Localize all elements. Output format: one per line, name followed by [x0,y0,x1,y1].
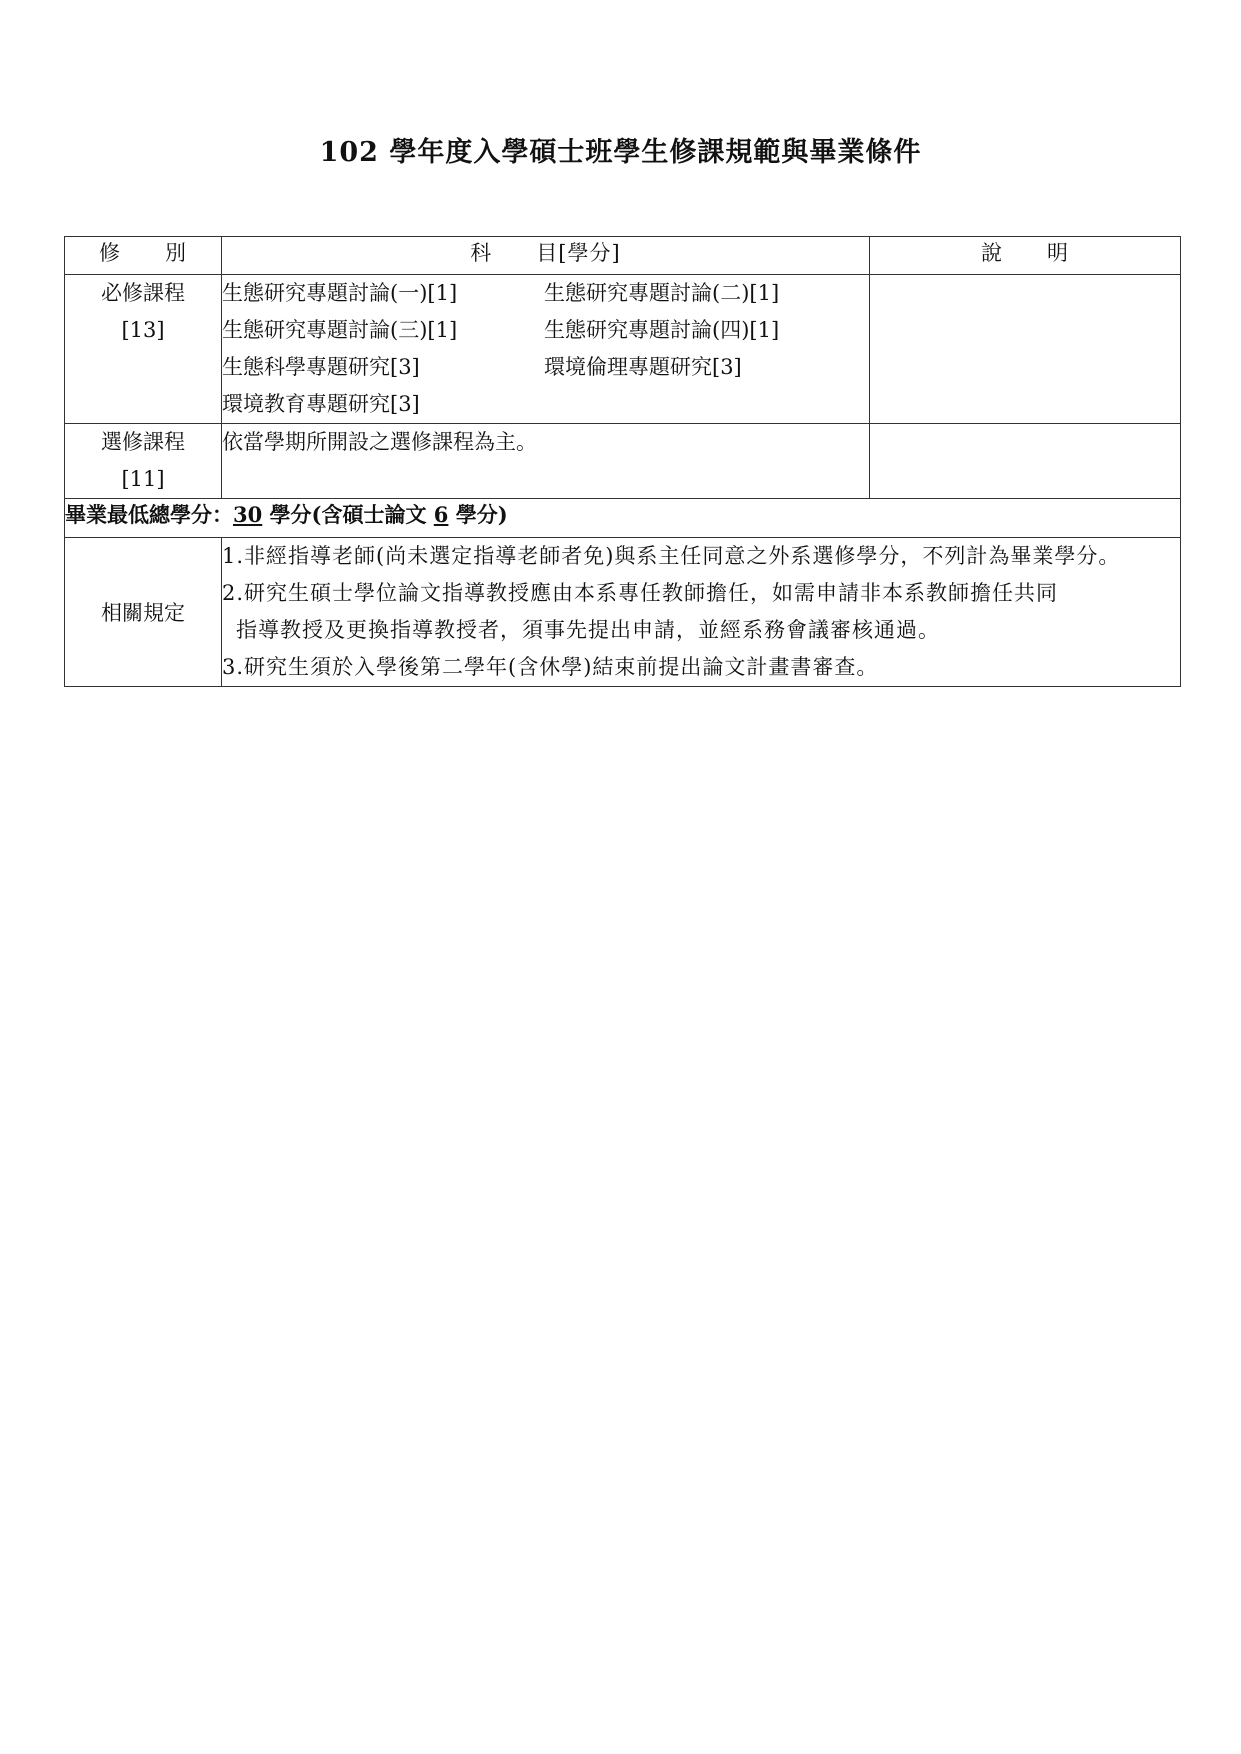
total-credits-row [65,499,1181,538]
required-row [65,275,1181,424]
course-item: 環境倫理專題研究[3] [544,355,742,379]
table-header-row [65,237,1181,275]
header-notes: 說 明 [870,237,1181,275]
regulation-item: 2.研究生碩士學位論文指導教授應由本系專任教師擔任，如需申請非本系教師擔任共同 [222,581,1059,605]
course-item: 生態研究專題討論(四)[1] [544,318,780,342]
required-label: 必修課程 [101,281,185,305]
regulation-item: 指導教授及更換指導教授者，須事先提出申請，並經系務會議審核通過。 [236,618,940,642]
course-item: 生態科學專題研究[3] [222,355,420,379]
required-credits: [13] [121,318,165,342]
required-category-cell [65,275,222,424]
total-credits-cell [65,499,1181,538]
regulations-label: 相關規定 [65,538,222,687]
course-item: 生態研究專題討論(二)[1] [544,281,780,305]
header-category: 修 別 [65,237,222,275]
regulations-cell [222,538,1181,687]
total-credits-value: 30 [233,502,263,527]
regulations-row [65,538,1181,687]
elective-label: 選修課程 [101,430,185,454]
curriculum-table [64,236,1181,687]
regulation-item: 3.研究生須於入學後第二學年(含休學)結束前提出論文計畫書審查。 [222,655,879,679]
elective-category-cell [65,424,222,499]
elective-row [65,424,1181,499]
elective-credits: [11] [121,467,165,491]
thesis-credits-value: 6 [433,502,449,527]
page-title: 102 學年度入學碩士班學生修課規範與畢業條件 [319,137,922,168]
elective-notes-cell [870,424,1181,499]
required-courses-cell [222,275,870,424]
header-subjects: 科 目[學分] [222,237,870,275]
course-item: 生態研究專題討論(一)[1] [222,281,458,305]
course-item: 環境教育專題研究[3] [222,392,420,416]
elective-description: 依當學期所開設之選修課程為主。 [222,424,870,499]
required-notes-cell [870,275,1181,424]
regulation-item: 1.非經指導老師(尚未選定指導老師者免)與系主任同意之外系選修學分，不列計為畢業學分。 [222,544,1121,568]
total-prefix: 畢業最低總學分： [65,502,233,527]
course-item: 生態研究專題討論(三)[1] [222,318,458,342]
total-suffix: 學分) [448,502,508,527]
total-middle: 學分(含碩士論文 [262,502,434,527]
